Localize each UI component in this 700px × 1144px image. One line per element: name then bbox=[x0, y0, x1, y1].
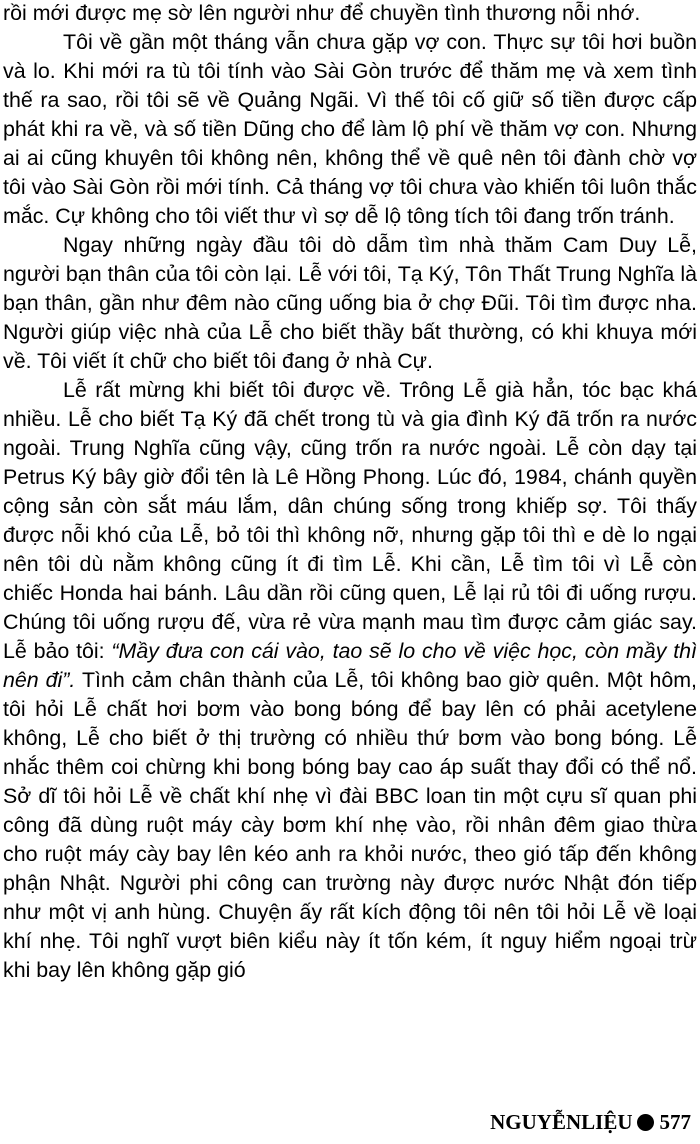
footer-author: NGUYỄNLIỆU bbox=[490, 1110, 633, 1134]
paragraph-2: Tôi về gần một tháng vẫn chưa gặp vợ con. Thực sự tôi hơi buồn và lo. Khi mới ra tù tôi tính vào Sài Gòn trước để thăm mẹ và xem tình thế ra sao, rồi tôi sẽ về Quảng Ngãi. Vì thế tôi cố giữ số tiền được cấp phát khi ra về, và số tiền Dũng cho để làm lộ phí về thăm vợ con. Nhưng ai ai cũng khuyên tôi không nên, không thể về quê nên tôi đành chờ vợ tôi vào Sài Gòn rồi mới tính. Cả tháng vợ tôi chưa vào khiến tôi luôn thắc mắc. Cự không cho tôi viết thư vì sợ dễ lộ tông tích tôi đang trốn tránh. bbox=[3, 30, 697, 228]
paragraph-3: Ngay những ngày đầu tôi dò dẫm tìm nhà thăm Cam Duy Lễ, người bạn thân của tôi còn lại. Lễ với tôi, Tạ Ký, Tôn Thất Trung Nghĩa là bạn thân, gần như đêm nào cũng uống bia ở chợ Đũi. Tôi tìm được nha. Người giúp việc nhà của Lễ cho biết thầy bất thường, có khi khuya mới về. Tôi viết ít chữ cho biết tôi đang ở nhà Cự. bbox=[3, 233, 697, 373]
paragraph-4-text-after-quote: Tình cảm chân thành của Lễ, tôi không bao giờ quên. Một hôm, tôi hỏi Lễ chất hơi bơm vào bong bóng để bay lên có phải acetylene không, Lễ cho biết ở thị trường có nhiều thứ bơm vào bong bóng. Lễ nhắc thêm coi chừng khi bong bóng bay cao áp suất thay đổi có thể nổ. Sở dĩ tôi hỏi Lễ về chất khí nhẹ vì đài BBC loan tin một cựu sĩ quan phi công đã dùng ruột máy cày bơm khí nhẹ vào, rồi nhân đêm giao thừa cho ruột máy cày bay lên kéo anh ra khỏi nước, theo gió tấp đến không phận Nhật. Người phi công can trường này được nước Nhật đón tiếp như một vị anh hùng. Chuyện ấy rất kích động tôi nên tôi hỏi Lễ về loại khí nhẹ. Tôi nghĩ vượt biên kiểu này ít tốn kém, ít nguy hiểm ngoại trừ khi bay lên không gặp gió bbox=[3, 668, 697, 982]
page-text bbox=[3, 0, 697, 985]
paragraph-4-quote: “Mầy đưa con cái vào, tao sẽ lo cho về việc học, còn mầy thì nên đi”. bbox=[3, 639, 697, 692]
page-footer bbox=[490, 1107, 691, 1137]
paragraph-4 bbox=[3, 376, 697, 985]
footer-page-number: 577 bbox=[659, 1110, 691, 1134]
bullet-dot-icon bbox=[637, 1114, 654, 1131]
paragraph-4-text-before-quote: Lễ rất mừng khi biết tôi được về. Trông Lễ già hẳn, tóc bạc khá nhiều. Lễ cho biết Tạ Ký đã chết trong tù và gia đình Ký đã trốn ra nước ngoài. Trung Nghĩa cũng vậy, cũng trốn ra nước ngoài. Lễ còn dạy tại Petrus Ký bây giờ đổi tên là Lê Hồng Phong. Lúc đó, 1984, chánh quyền cộng sản còn sắt máu lắm, dân chúng sống trong khiếp sợ. Tôi thấy được nỗi khó của Lễ, bỏ tôi thì không nỡ, nhưng gặp tôi thì e dè lo ngại nên tôi dù nằm không cũng ít đi tìm Lễ. Khi cần, Lễ tìm tôi vì Lễ còn chiếc Honda hai bánh. Lâu dần rồi cũng quen, Lễ lại rủ tôi đi uống rượu. Chúng tôi uống rượu đế, vừa rẻ vừa mạnh mau tìm được cảm giác say. Lễ bảo tôi: bbox=[3, 378, 697, 663]
paragraph-1: rồi mới được mẹ sờ lên người như để chuyền tình thương nỗi nhớ. bbox=[3, 1, 641, 25]
